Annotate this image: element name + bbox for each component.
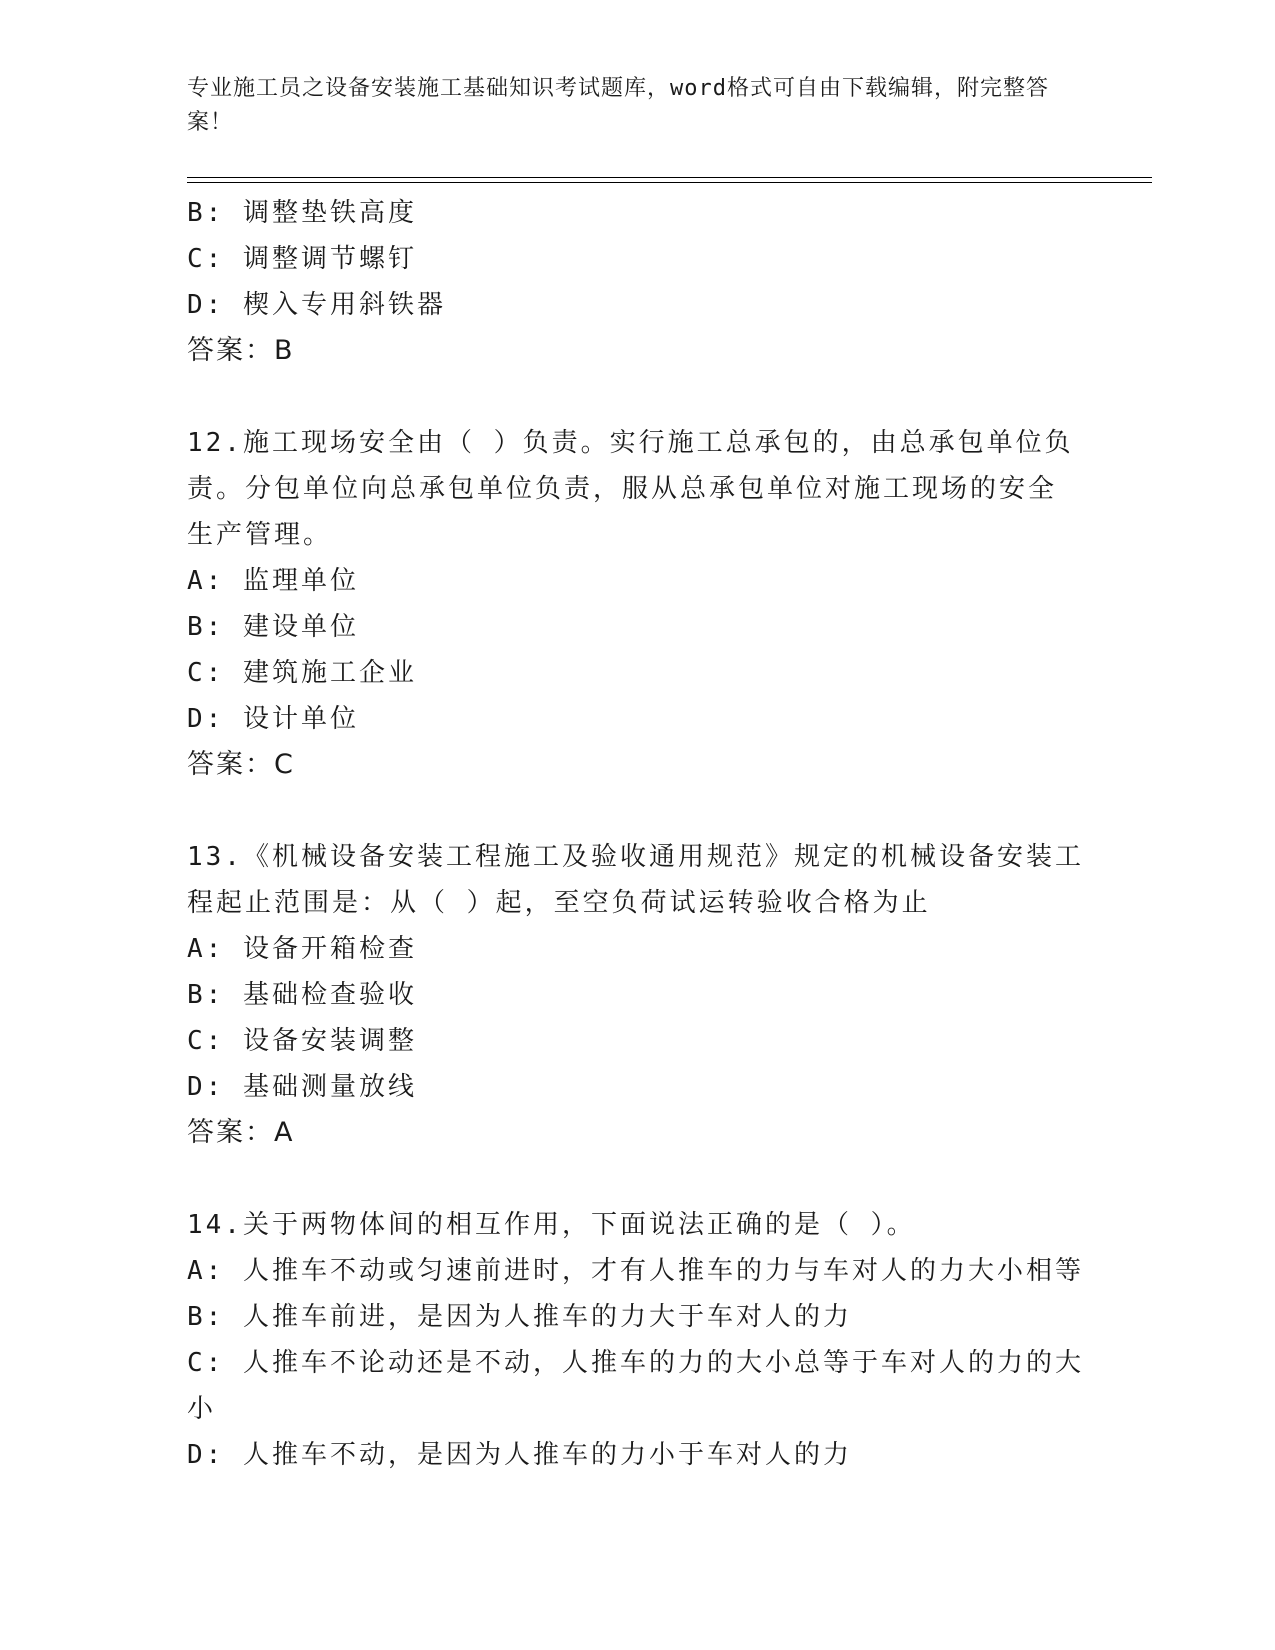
question-stem: 程起止范围是：从（ ）起，至空负荷试运转验收合格为止: [187, 888, 931, 918]
option-c: C: 建筑施工企业: [187, 658, 417, 688]
document-header: 专业施工员之设备安装施工基础知识考试题库，word格式可自由下载编辑，附完整答案！: [187, 76, 1049, 135]
answer: 答案：B: [187, 335, 295, 366]
answer: 答案：C: [187, 749, 295, 780]
spacer: [187, 374, 1087, 420]
spacer: [187, 788, 1087, 834]
option-d: D: 基础测量放线: [187, 1072, 417, 1102]
question-stem: 12.施工现场安全由（ ）负责。实行施工总承包的，由总承包单位负: [187, 428, 1074, 458]
option-d: D: 设计单位: [187, 704, 359, 734]
option-b: B: 基础检查验收: [187, 980, 417, 1010]
option-a: A: 设备开箱检查: [187, 934, 417, 964]
question-stem: 生产管理。: [187, 520, 333, 550]
option-c-continued: 小: [187, 1394, 217, 1424]
question-content: [187, 190, 1087, 1478]
option-b: B: 建设单位: [187, 612, 359, 642]
question-13: [187, 834, 1087, 1156]
spacer: [187, 1156, 1087, 1202]
option-a: A: 监理单位: [187, 566, 359, 596]
option-b: B: 调整垫铁高度: [187, 198, 417, 228]
option-c: C: 设备安装调整: [187, 1026, 417, 1056]
option-d: D: 楔入专用斜铁器: [187, 290, 446, 320]
question-14: [187, 1202, 1087, 1478]
option-a: A: 人推车不动或匀速前进时，才有人推车的力与车对人的力大小相等: [187, 1256, 1084, 1286]
question-stem: 14.关于两物体间的相互作用，下面说法正确的是（ ）。: [187, 1210, 916, 1240]
question-11: [187, 190, 1087, 374]
question-12: [187, 420, 1087, 788]
header-divider-top: [187, 177, 1152, 178]
option-c: C: 调整调节螺钉: [187, 244, 417, 274]
answer: 答案：A: [187, 1117, 295, 1148]
header-divider-bottom: [187, 182, 1152, 183]
question-stem: 责。分包单位向总承包单位负责，服从总承包单位对施工现场的安全: [187, 474, 1058, 504]
option-b: B: 人推车前进，是因为人推车的力大于车对人的力: [187, 1302, 852, 1332]
option-d: D: 人推车不动，是因为人推车的力小于车对人的力: [187, 1440, 852, 1470]
question-stem: 13.《机械设备安装工程施工及验收通用规范》规定的机械设备安装工: [187, 842, 1084, 872]
option-c: C: 人推车不论动还是不动，人推车的力的大小总等于车对人的力的大: [187, 1348, 1084, 1378]
